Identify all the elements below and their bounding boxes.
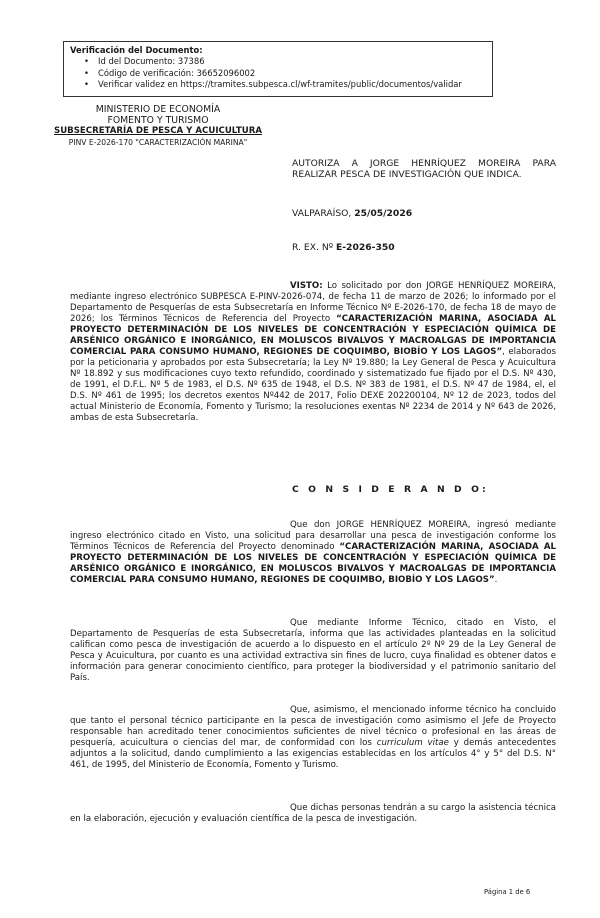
c3-text-2: y demás antecedentes adjuntos a la solicitud, dando cumplimiento a las exigencias establecidas en los artículos 4° y 5° del D.S. N° 461, de 1995, del Ministerio de Economía, Fomento y Turismo. (70, 738, 557, 770)
visto-text-2: , elaborados por la peticionaria y aprobados por esta Subsecretaría; la Ley Nº 19.880; la Ley General de Pesca y Acuicultura Nº 18.892 y sus modificaciones cuyo texto refundido, coordinado y sistematizado fue fijado por el D.S. Nº 430, de 1991, el D.F.L. Nº 5 de 1983, el D.S. Nº 635 de 1948, el D.S. Nº 383 de 1981, el D.S. Nº 47 de 1984, el, el D.S. Nº 461 de 1995; los decretos exentos Nº442 de 2017, Folio DEXE 202200104, Nº 12 de 2023, todos del actual Ministerio de Economía, Fomento y Turismo; la resoluciones exentas Nº 2234 de 2014 y Nº 643 de 2026, ambas de esta Subsecretaría. (70, 347, 557, 423)
c3-text: Que, asimismo, el mencionado informe técnico ha concluido que tanto el personal técnico participante en la pesca de investigación como asimismo el Jefe de Proyecto responsable han acreditado tener conocimientos suficientes de nivel técnico o profesional en las áreas de pesquería, acuicultura o ciencias del mar, de conformidad con los (70, 705, 556, 748)
visto-project-title: “CARACTERIZACIÓN MARINA, ASOCIADA AL PROYECTO DETERMINACIÓN DE LOS NIVELES DE CONCENTRACIÓN Y ESPECIACIÓN QUÍMICA DE ARSÉNICO ORGÁNICO E INORGÁNICO, EN MOLUSCOS BIVALVOS Y MACROALGAS DE IMPORTANCIA COMERCIAL PARA CONSUMO HUMANO, REGIONES DE COQUIMBO, BIOBÍO Y LOS LAGOS” (70, 314, 556, 357)
ministry-header (48, 104, 268, 148)
considerando-heading: C O N S I D E R A N D O: (292, 484, 489, 495)
rex-prefix: R. EX. Nº (292, 242, 336, 253)
resolution-date (292, 208, 412, 219)
rex-value: E-2026-350 (335, 242, 395, 253)
c2-text: Que mediante Informe Técnico, citado en Visto, el Departamento de Pesquerías de esta Subsecretaría, informa que las actividades planteadas en la solicitud califican como pesca de investigación de acuerdo a lo dispuesto en el artículo 2º Nº 29 de la Ley General de Pesca y Acuicultura, por cuanto es una actividad extractiva sin fines de lucro, cuya finalidad es obtener datos e información para generar conocimiento científico, para proteger la biodiversidad y el patrimonio sanitario del País. (70, 618, 556, 683)
verification-document-id: • Id del Documento: 37386 (90, 56, 492, 67)
verification-box (63, 41, 493, 97)
considerando-paragraph-3 (70, 705, 556, 771)
ministry-name: MINISTERIO DE ECONOMÍA (95, 104, 221, 115)
document-code: PINV E-2026-170 "CARACTERIZACIÓN MARINA" (68, 138, 248, 147)
date-prefix: VALPARAÍSO, (292, 208, 355, 219)
resolution-number (292, 242, 395, 253)
c1-project-title: “CARACTERIZACIÓN MARINA, ASOCIADA AL PROYECTO DETERMINACIÓN DE LOS NIVELES DE CONCENTRACIÓN Y ESPECIACIÓN QUÍMICA DE ARSÉNICO ORGÁNICO E INORGÁNICO, EN MOLUSCOS BIVALVOS Y MACROALGAS DE IMPORTANCIA COMERCIAL PARA CONSUMO HUMANO, REGIONES DE COQUIMBO, BIOBÍO Y LOS LAGOS” (70, 542, 556, 585)
considerando-paragraph-2 (70, 618, 556, 684)
visto-text: Lo solicitado por don JORGE HENRÍQUEZ MOREIRA, mediante ingreso electrónico SUBPESCA E-PINV-2026-074, de fecha 11 de marzo de 2026; lo informado por el Departamento de Pesquerías de esta Subsecretaría en Informe Técnico Nº E-2026-170, de fecha 18 de mayo de 2026; los Términos Técnicos de Referencia del Proyecto (70, 281, 556, 324)
verification-code: • Código de verificación: 36652096002 (90, 68, 492, 79)
c4-text: Que dichas personas tendrán a su cargo la asistencia técnica en la elaboración, ejecución y evaluación científica de la pesca de investigación. (70, 803, 556, 824)
c1-end: . (494, 575, 498, 585)
considerando-paragraph-1 (70, 520, 556, 586)
visto-paragraph (70, 281, 556, 424)
date-value: 25/05/2026 (354, 208, 413, 219)
c1-text: Que don JORGE HENRÍQUEZ MOREIRA, ingresó mediante ingreso electrónico citado en Visto, una solicitud para desarrollar una pesca de investigación conforme los Términos Técnicos de Referencia del Proyecto denominado (70, 520, 556, 552)
page-number: Página 1 de 6 (484, 888, 531, 896)
verification-title: Verificación del Documento: (70, 45, 203, 55)
verification-url[interactable]: • Verificar validez en https://tramites.subpesca.cl/wf-tramites/public/documentos/validar (90, 79, 492, 90)
c3-italic: curriculum vitae (376, 738, 449, 748)
verification-list (70, 56, 492, 90)
ministry-name-line2: FOMENTO Y TURISMO (107, 115, 209, 126)
visto-label: VISTO: (290, 281, 323, 291)
considerando-paragraph-4 (70, 803, 556, 825)
resolution-subject: AUTORIZA A JORGE HENRÍQUEZ MOREIRA PARA REALIZAR PESCA DE INVESTIGACIÓN QUE INDICA. (292, 158, 556, 180)
subsecretariat-name: SUBSECRETARÍA DE PESCA Y ACUICULTURA (54, 126, 262, 136)
